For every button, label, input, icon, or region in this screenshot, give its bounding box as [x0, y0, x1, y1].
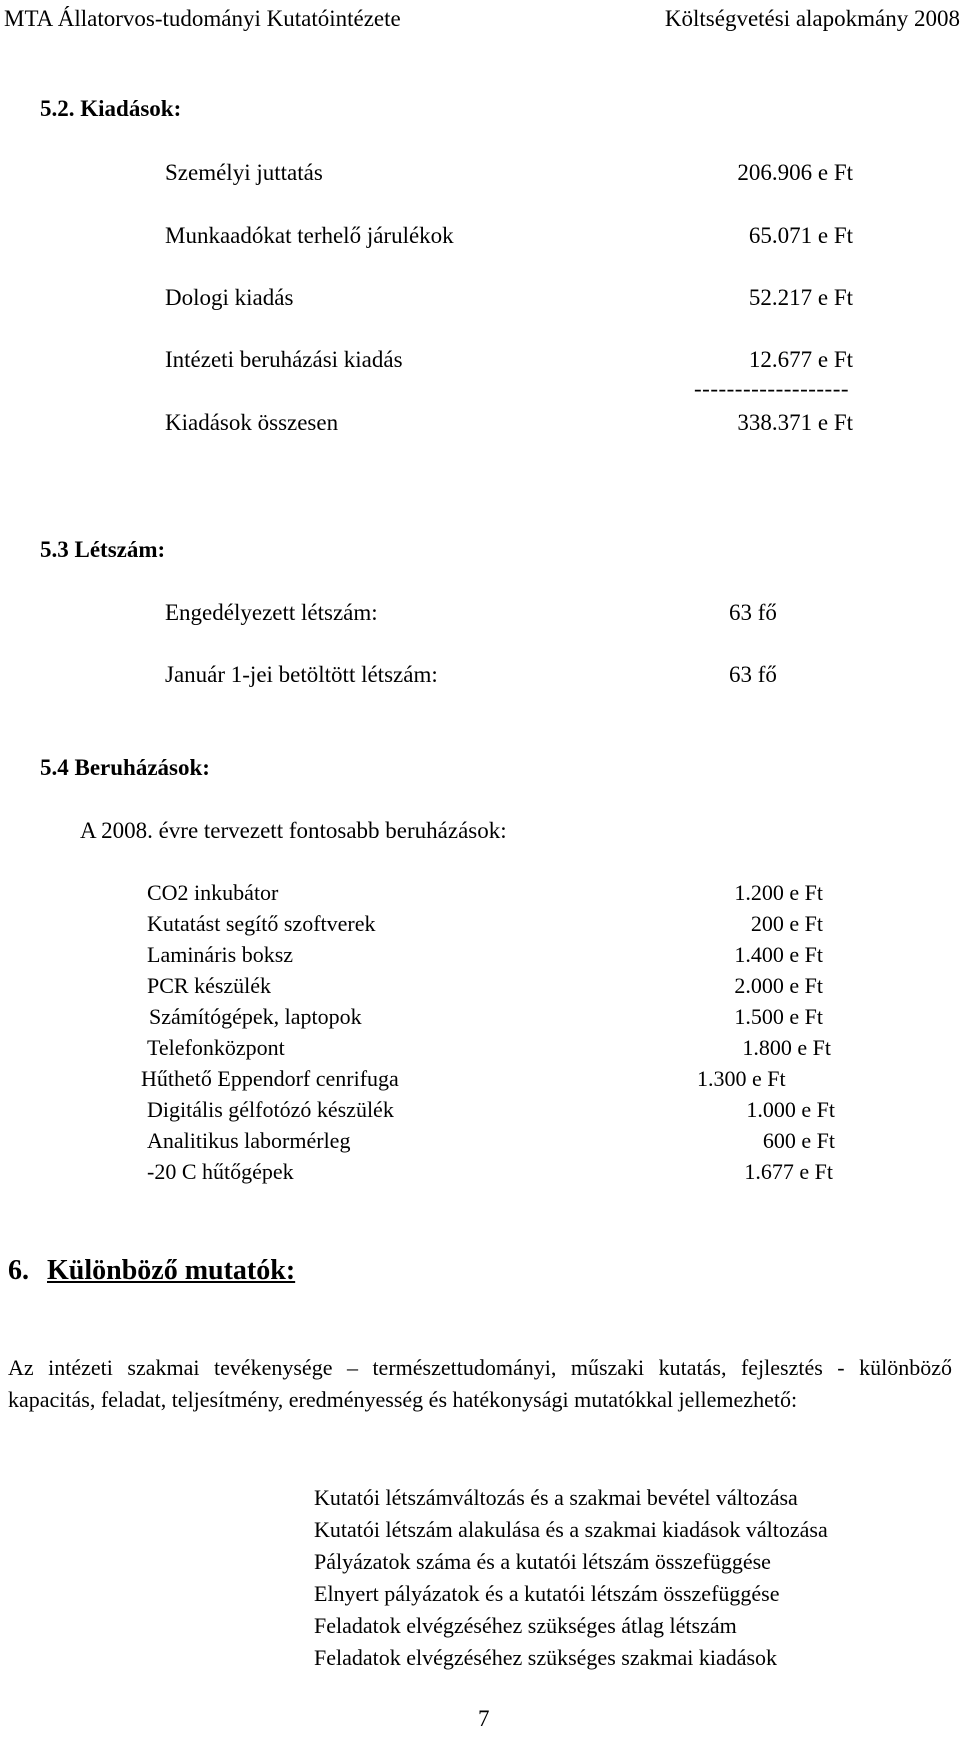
investment-label: Digitális gélfotózó készülék	[147, 1097, 394, 1122]
indicators-number: 6.	[8, 1255, 29, 1286]
expense-value-material: 52.217 e Ft	[748, 285, 853, 310]
investment-value: 1.400 e Ft	[734, 942, 823, 967]
indicator-item: Feladatok elvégzéséhez szükséges szakmai kiadások	[314, 1645, 778, 1670]
indicators-title: Különböző mutatók:	[47, 1255, 296, 1286]
expense-label-contributions: Munkaadókat terhelő járulékok	[165, 223, 454, 248]
page-number: 7	[478, 1706, 490, 1731]
expenses-heading: 5.2. Kiadások:	[40, 96, 182, 121]
staff-heading: 5.3 Létszám:	[40, 537, 166, 562]
indicator-item: Feladatok elvégzéséhez szükséges átlag létszám	[314, 1613, 737, 1638]
investments-heading: 5.4 Beruházások:	[40, 755, 210, 780]
staff-label-approved: Engedélyezett létszám:	[165, 600, 378, 625]
investment-value: 1.300 e Ft	[697, 1066, 786, 1091]
indicators-heading	[8, 1255, 295, 1287]
indicator-item: Pályázatok száma és a kutatói létszám összefüggése	[314, 1549, 771, 1574]
expense-label-personal: Személyi juttatás	[165, 160, 323, 185]
investment-value: 600 e Ft	[762, 1128, 835, 1153]
staff-value-filled: 63 fő	[729, 662, 777, 687]
indicator-item: Elnyert pályázatok és a kutatói létszám összefüggése	[314, 1581, 780, 1606]
expense-label-investment: Intézeti beruházási kiadás	[165, 347, 403, 372]
expense-value-contributions: 65.071 e Ft	[748, 223, 853, 248]
expense-value-investment: 12.677 e Ft	[748, 347, 853, 372]
staff-label-filled: Január 1-jei betöltött létszám:	[165, 662, 438, 687]
investment-label: Analitikus labormérleg	[147, 1128, 351, 1153]
header-right: Költségvetési alapokmány 2008	[664, 6, 960, 31]
investment-value: 1.000 e Ft	[746, 1097, 835, 1122]
investment-label: Kutatást segítő szoftverek	[147, 911, 376, 936]
indicator-item: Kutatói létszámváltozás és a szakmai bevétel változása	[314, 1485, 798, 1510]
indicators-paragraph: Az intézeti szakmai tevékenysége – természettudományi, műszaki kutatás, fejlesztés - különböző kapacitás, feladat, teljesítmény, eredményesség és hatékonysági mutatókkal jellemezhető:	[8, 1355, 952, 1412]
investment-label: PCR készülék	[147, 973, 272, 998]
indicators-list	[314, 1482, 828, 1674]
investment-value: 1.800 e Ft	[742, 1035, 831, 1060]
investments-intro: A 2008. évre tervezett fontosabb beruházások:	[80, 818, 507, 843]
investment-label: Számítógépek, laptopok	[149, 1004, 362, 1029]
total-separator: -------------------	[694, 376, 850, 401]
header-left: MTA Állatorvos-tudományi Kutatóintézete	[4, 6, 401, 31]
investment-label: Telefonközpont	[147, 1035, 285, 1060]
expense-total-value: 338.371 e Ft	[737, 410, 853, 435]
investment-value: 1.200 e Ft	[734, 880, 823, 905]
staff-value-approved: 63 fő	[729, 600, 777, 625]
investment-label: CO2 inkubátor	[147, 880, 279, 905]
investment-value: 1.500 e Ft	[734, 1004, 823, 1029]
investment-value: 1.677 e Ft	[744, 1159, 833, 1184]
expense-value-personal: 206.906 e Ft	[737, 160, 853, 185]
investment-value: 200 e Ft	[750, 911, 823, 936]
expense-total-label: Kiadások összesen	[165, 410, 339, 435]
investment-label: Lamináris boksz	[147, 942, 294, 967]
indicator-item: Kutatói létszám alakulása és a szakmai kiadások változása	[314, 1517, 828, 1542]
expense-label-material: Dologi kiadás	[165, 285, 294, 310]
investment-value: 2.000 e Ft	[734, 973, 823, 998]
investment-label: Hűthető Eppendorf cenrifuga	[141, 1066, 399, 1091]
investment-label: -20 C hűtőgépek	[147, 1159, 294, 1184]
